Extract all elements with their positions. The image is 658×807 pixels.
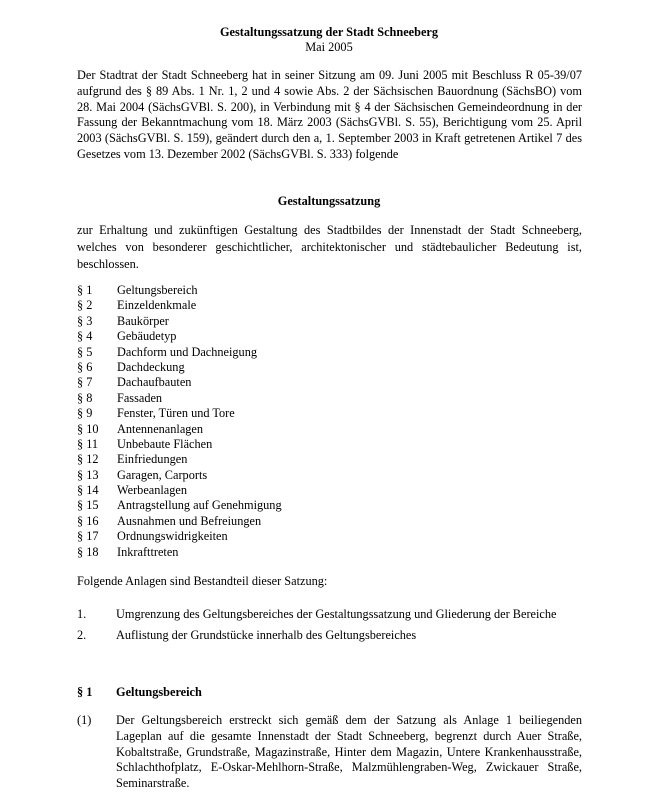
toc-title: Fassaden	[117, 390, 163, 405]
toc-title: Inkrafttreten	[117, 544, 179, 559]
toc-item	[77, 283, 582, 298]
section-1-paragraph	[77, 713, 582, 792]
toc-item	[77, 437, 582, 452]
annex-item	[77, 628, 582, 644]
toc-number: § 2	[77, 298, 93, 313]
toc-number: § 13	[77, 467, 99, 482]
toc-item	[77, 406, 582, 421]
toc-item	[77, 329, 582, 344]
toc-item	[77, 468, 582, 483]
toc-number: § 18	[77, 544, 99, 559]
toc-item	[77, 514, 582, 529]
toc-title: Dachaufbauten	[117, 375, 192, 390]
section-number: § 1	[77, 685, 93, 699]
toc-number: § 6	[77, 359, 93, 374]
toc-number: § 7	[77, 375, 93, 390]
toc-item	[77, 452, 582, 467]
toc-item	[77, 360, 582, 375]
toc-title: Garagen, Carports	[117, 467, 208, 482]
table-of-contents	[77, 283, 582, 560]
section-1-heading	[77, 685, 582, 700]
paragraph-text: Der Geltungsbereich erstreckt sich gemäß dem der Satzung als Anlage 1 beiliegenden Lageplan auf die gesamte Innenstadt der Stadt Schneeberg, begrenzt durch Auer Straße, Kobaltstraße, Grundstraße, Magazinstraße, Hinter dem Magazin, Untere Krankenhausstraße, Schlachthofplatz, E-Oskar-Mehlhorn-Straße, Malzmühlengraben-Weg, Zwickauer Straße, Seminarstraße.	[116, 713, 582, 791]
toc-number: § 14	[77, 483, 99, 498]
toc-item	[77, 529, 582, 544]
toc-item	[77, 298, 582, 313]
annex-number: 2.	[77, 627, 87, 642]
toc-title: Geltungsbereich	[117, 283, 198, 297]
toc-title: Baukörper	[117, 313, 169, 328]
annex-intro: Folgende Anlagen sind Bestandteil dieser Satzung:	[77, 574, 328, 588]
toc-number: § 9	[77, 406, 93, 421]
toc-number: § 4	[77, 329, 93, 344]
toc-number: § 16	[77, 513, 99, 528]
toc-item	[77, 345, 582, 360]
toc-title: Fenster, Türen und Tore	[117, 406, 235, 421]
annex-list	[77, 607, 582, 649]
toc-item	[77, 498, 582, 513]
preamble-paragraph: Der Stadtrat der Stadt Schneeberg hat in seiner Sitzung am 09. Juni 2005 mit Beschluss R 05-39/07 aufgrund des § 89 Abs. 1 Nr. 1, 2 und 4 sowie Abs. 2 der Sächsischen Bauordnung (SächsBO) vom 28. Mai 2004 (SächsGVBl. S. 200), in Verbindung mit § 4 der Sächsischen Gemeindeordnung in der Fassung der Bekanntmachung vom 18. März 2003 (SächsGVBl. S. 55), Berichtigung vom 25. April 2003 (SächsGVBl. S. 159), geändert durch den a, 1. September 2003 in Kraft getretenen Artikel 7 des Gesetzes vom 13. Dezember 2002 (SächsGVBl. S. 333) folgende	[77, 68, 582, 161]
document-title: Gestaltungssatzung der Stadt Schneeberg	[219, 25, 439, 39]
toc-number: § 12	[77, 452, 99, 467]
toc-title: Werbeanlagen	[117, 483, 188, 498]
paragraph-number: (1)	[77, 713, 92, 727]
document-date: Mai 2005	[305, 40, 353, 54]
toc-item	[77, 391, 582, 406]
toc-title: Ausnahmen und Befreiungen	[117, 513, 262, 528]
toc-title: Unbebaute Flächen	[117, 436, 213, 451]
annex-item	[77, 607, 582, 623]
section-title: Geltungsbereich	[116, 685, 202, 699]
toc-title: Antennenanlagen	[117, 421, 204, 436]
annex-text: Umgrenzung des Geltungsbereiches der Gestaltungssatzung und Gliederung der Bereiche	[116, 607, 557, 621]
toc-number: § 5	[77, 344, 93, 359]
toc-title: Ordnungswidrigkeiten	[117, 529, 228, 544]
toc-number: § 1	[77, 283, 93, 297]
toc-item	[77, 314, 582, 329]
toc-item	[77, 422, 582, 437]
toc-number: § 15	[77, 498, 99, 513]
toc-number: § 11	[77, 436, 99, 451]
toc-number: § 10	[77, 421, 99, 436]
toc-title: Gebäudetyp	[117, 329, 177, 344]
toc-item	[77, 545, 582, 560]
toc-title: Einfriedungen	[117, 452, 188, 467]
toc-number: § 3	[77, 313, 93, 328]
toc-item	[77, 483, 582, 498]
toc-item	[77, 375, 582, 390]
statute-heading: Gestaltungssatzung	[277, 194, 381, 208]
toc-number: § 8	[77, 390, 93, 405]
toc-number: § 17	[77, 529, 99, 544]
toc-title: Antragstellung auf Genehmigung	[117, 498, 282, 513]
toc-title: Einzeldenkmale	[117, 298, 197, 313]
toc-title: Dachform und Dachneigung	[117, 344, 258, 359]
toc-title: Dachdeckung	[117, 359, 185, 374]
purpose-paragraph: zur Erhaltung und zukünftigen Gestaltung des Stadtbildes der Innenstadt der Stadt Schneeberg, welches von besonderer geschichtlicher, architektonischer und städtebaulicher Bedeutung ist, beschlossen.	[77, 223, 582, 271]
annex-number: 1.	[77, 607, 87, 621]
annex-text: Auflistung der Grundstücke innerhalb des Geltungsbereiches	[116, 627, 417, 642]
